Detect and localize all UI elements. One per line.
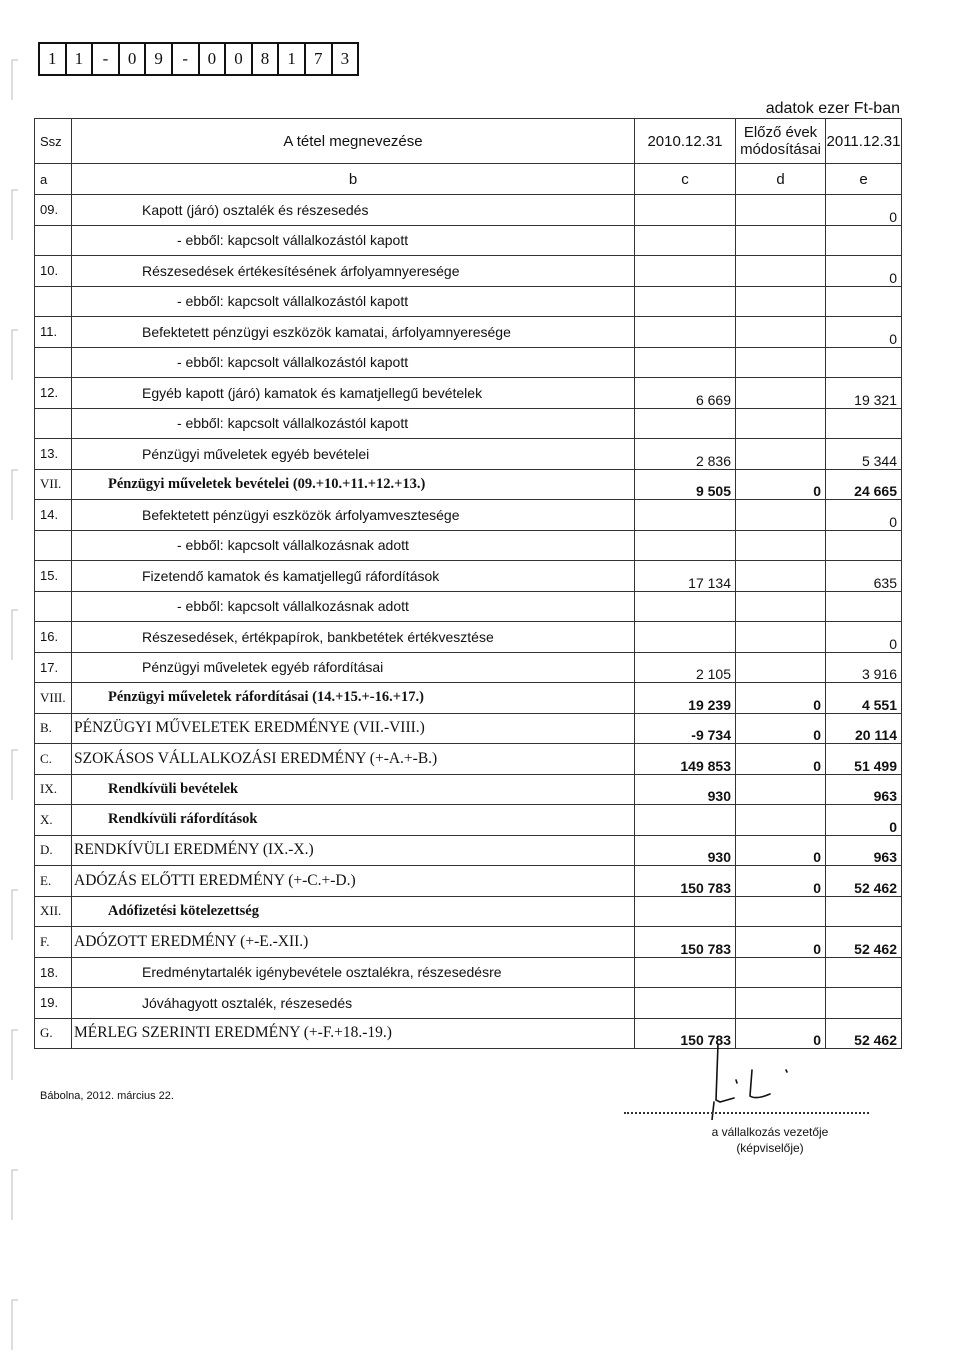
row-value-c: [635, 530, 736, 561]
row-value-c: 930: [635, 774, 736, 805]
row-value-d: [736, 500, 826, 531]
header-row: [35, 119, 902, 164]
row-value-d: [736, 896, 826, 927]
table-row: [35, 591, 902, 622]
header-prior-line1: Előző évek: [743, 124, 818, 141]
row-ssz: B.: [35, 713, 72, 744]
row-ssz: 09.: [35, 195, 72, 226]
row-item-name: SZOKÁSOS VÁLLALKOZÁSI EREDMÉNY (+-A.+-B.): [72, 744, 635, 775]
table-row: [35, 439, 902, 470]
row-value-c: 150 783: [635, 1018, 736, 1049]
row-ssz: F.: [35, 927, 72, 958]
row-value-d: [736, 408, 826, 439]
row-ssz: [35, 347, 72, 378]
row-value-c: [635, 988, 736, 1019]
row-item-name: ADÓZOTT EREDMÉNY (+-E.-XII.): [72, 927, 635, 958]
row-value-e: [826, 347, 902, 378]
row-value-c: 6 669: [635, 378, 736, 409]
row-item-name: PÉNZÜGYI MŰVELETEK EREDMÉNYE (VII.-VIII.): [72, 713, 635, 744]
id-digit-cell: 9: [146, 44, 173, 74]
row-value-c: -9 734: [635, 713, 736, 744]
row-ssz: X.: [35, 805, 72, 836]
row-value-c: [635, 805, 736, 836]
row-value-e: [826, 957, 902, 988]
row-item-name: Fizetendő kamatok és kamatjellegű ráfordítások: [72, 561, 635, 592]
row-value-d: 0: [736, 744, 826, 775]
row-item-name: Rendkívüli ráfordítások: [72, 805, 635, 836]
row-value-d: 0: [736, 1018, 826, 1049]
row-value-e: 52 462: [826, 927, 902, 958]
col-letter-c: c: [635, 164, 736, 195]
table-row: [35, 835, 902, 866]
table-row: [35, 713, 902, 744]
row-ssz: [35, 408, 72, 439]
id-digit-cell: -: [93, 44, 120, 74]
row-value-e: 20 114: [826, 713, 902, 744]
row-value-e: 0: [826, 256, 902, 287]
table-row: [35, 317, 902, 348]
row-value-c: [635, 317, 736, 348]
row-value-c: 150 783: [635, 927, 736, 958]
row-value-e: 52 462: [826, 866, 902, 897]
header-prior-year-adjustments: [736, 119, 826, 164]
row-item-name: Eredménytartalék igénybevétele osztalékra, részesedésre: [72, 957, 635, 988]
header-item-name: A tétel megnevezése: [72, 119, 635, 164]
row-item-name: - ebből: kapcsolt vállalkozástól kapott: [72, 408, 635, 439]
row-value-d: [736, 591, 826, 622]
row-item-name: Rendkívüli bevételek: [72, 774, 635, 805]
table-row: [35, 225, 902, 256]
id-digit-cell: 7: [306, 44, 333, 74]
table-row: [35, 561, 902, 592]
row-value-d: [736, 622, 826, 653]
col-letter-b: b: [72, 164, 635, 195]
table-row: [35, 530, 902, 561]
row-value-e: 635: [826, 561, 902, 592]
table-row: [35, 286, 902, 317]
row-value-e: 0: [826, 622, 902, 653]
row-value-d: [736, 530, 826, 561]
row-value-c: [635, 347, 736, 378]
row-value-e: 963: [826, 774, 902, 805]
row-value-d: 0: [736, 683, 826, 714]
row-value-e: 51 499: [826, 744, 902, 775]
row-value-c: [635, 896, 736, 927]
row-value-c: 17 134: [635, 561, 736, 592]
row-ssz: 11.: [35, 317, 72, 348]
row-ssz: 17.: [35, 652, 72, 683]
row-ssz: VII.: [35, 469, 72, 500]
row-item-name: Részesedések, értékpapírok, bankbetétek értékvesztése: [72, 622, 635, 653]
row-value-d: [736, 378, 826, 409]
row-value-d: [736, 317, 826, 348]
row-item-name: - ebből: kapcsolt vállalkozástól kapott: [72, 225, 635, 256]
row-value-d: 0: [736, 927, 826, 958]
table-row: [35, 347, 902, 378]
row-ssz: [35, 286, 72, 317]
col-letter-d: d: [736, 164, 826, 195]
income-statement-table: [34, 118, 902, 1049]
row-value-e: 24 665: [826, 469, 902, 500]
row-ssz: 12.: [35, 378, 72, 409]
table-row: [35, 744, 902, 775]
row-value-d: [736, 805, 826, 836]
row-value-e: 52 462: [826, 1018, 902, 1049]
id-digit-cell: 1: [67, 44, 94, 74]
row-item-name: Pénzügyi műveletek bevételei (09.+10.+11.+12.+13.): [72, 469, 635, 500]
table-row: [35, 805, 902, 836]
row-value-e: 5 344: [826, 439, 902, 470]
row-value-d: 0: [736, 835, 826, 866]
row-value-c: 150 783: [635, 866, 736, 897]
table-row: [35, 652, 902, 683]
row-value-e: 0: [826, 500, 902, 531]
id-digit-cell: 0: [226, 44, 253, 74]
row-value-c: [635, 256, 736, 287]
row-ssz: XII.: [35, 896, 72, 927]
id-digit-cell: 0: [200, 44, 227, 74]
signature-line: [624, 1112, 869, 1114]
unit-note: adatok ezer Ft-ban: [765, 100, 900, 117]
row-item-name: RENDKÍVÜLI EREDMÉNY (IX.-X.): [72, 835, 635, 866]
header-ssz: Ssz: [35, 119, 72, 164]
signatory-title: [700, 1124, 840, 1156]
row-value-e: [826, 408, 902, 439]
row-ssz: VIII.: [35, 683, 72, 714]
id-digit-cell: 1: [279, 44, 306, 74]
col-letter-a: a: [35, 164, 72, 195]
id-digit-cell: 0: [120, 44, 147, 74]
row-item-name: - ebből: kapcsolt vállalkozástól kapott: [72, 347, 635, 378]
row-ssz: 16.: [35, 622, 72, 653]
id-digit-cell: 1: [40, 44, 67, 74]
row-ssz: E.: [35, 866, 72, 897]
row-ssz: 15.: [35, 561, 72, 592]
row-value-d: [736, 347, 826, 378]
row-ssz: [35, 591, 72, 622]
row-item-name: - ebből: kapcsolt vállalkozástól kapott: [72, 286, 635, 317]
row-item-name: Kapott (járó) osztalék és részesedés: [72, 195, 635, 226]
row-value-c: 2 105: [635, 652, 736, 683]
row-value-e: [826, 530, 902, 561]
row-item-name: - ebből: kapcsolt vállalkozásnak adott: [72, 530, 635, 561]
row-item-name: - ebből: kapcsolt vállalkozásnak adott: [72, 591, 635, 622]
row-ssz: [35, 530, 72, 561]
row-ssz: C.: [35, 744, 72, 775]
row-ssz: 10.: [35, 256, 72, 287]
table-row: [35, 866, 902, 897]
row-ssz: 19.: [35, 988, 72, 1019]
row-value-d: [736, 286, 826, 317]
row-ssz: D.: [35, 835, 72, 866]
row-item-name: Jóváhagyott osztalék, részesedés: [72, 988, 635, 1019]
row-value-e: [826, 896, 902, 927]
row-value-e: 963: [826, 835, 902, 866]
table-row: [35, 957, 902, 988]
column-letter-row: [35, 164, 902, 195]
table-row: [35, 500, 902, 531]
header-2010: 2010.12.31: [635, 119, 736, 164]
row-ssz: 14.: [35, 500, 72, 531]
row-value-d: [736, 652, 826, 683]
row-ssz: 18.: [35, 957, 72, 988]
row-value-d: [736, 774, 826, 805]
row-value-d: [736, 256, 826, 287]
row-item-name: Pénzügyi műveletek egyéb ráfordításai: [72, 652, 635, 683]
row-ssz: G.: [35, 1018, 72, 1049]
row-value-e: 4 551: [826, 683, 902, 714]
table-row: [35, 195, 902, 226]
row-value-e: 0: [826, 317, 902, 348]
row-value-d: 0: [736, 469, 826, 500]
row-item-name: Adófizetési kötelezettség: [72, 896, 635, 927]
row-value-e: 0: [826, 805, 902, 836]
row-item-name: ADÓZÁS ELŐTTI EREDMÉNY (+-C.+-D.): [72, 866, 635, 897]
row-value-c: [635, 195, 736, 226]
signatory-line2: (képviselője): [736, 1141, 804, 1155]
row-value-c: 930: [635, 835, 736, 866]
header-prior-line2: módosításai: [740, 141, 821, 158]
row-value-e: [826, 225, 902, 256]
id-digit-cell: 8: [253, 44, 280, 74]
row-value-c: [635, 408, 736, 439]
row-value-e: 19 321: [826, 378, 902, 409]
table-row: [35, 469, 902, 500]
row-item-name: MÉRLEG SZERINTI EREDMÉNY (+-F.+18.-19.): [72, 1018, 635, 1049]
header-2011: 2011.12.31: [826, 119, 902, 164]
row-item-name: Befektetett pénzügyi eszközök árfolyamvesztesége: [72, 500, 635, 531]
id-digit-cell: 3: [333, 44, 360, 74]
row-value-d: 0: [736, 713, 826, 744]
table-row: [35, 988, 902, 1019]
row-ssz: 13.: [35, 439, 72, 470]
row-value-d: [736, 957, 826, 988]
row-value-e: [826, 286, 902, 317]
row-value-c: 19 239: [635, 683, 736, 714]
row-item-name: Pénzügyi műveletek egyéb bevételei: [72, 439, 635, 470]
col-letter-e: e: [826, 164, 902, 195]
row-value-d: 0: [736, 866, 826, 897]
table-row: [35, 927, 902, 958]
signature: [690, 1040, 800, 1120]
row-value-d: [736, 225, 826, 256]
table-row: [35, 256, 902, 287]
row-value-c: [635, 591, 736, 622]
row-value-c: [635, 225, 736, 256]
row-value-c: 9 505: [635, 469, 736, 500]
table-row: [35, 896, 902, 927]
table-row: [35, 622, 902, 653]
row-value-c: [635, 286, 736, 317]
row-value-e: [826, 591, 902, 622]
row-ssz: IX.: [35, 774, 72, 805]
row-value-e: [826, 988, 902, 1019]
signatory-line1: a vállalkozás vezetője: [711, 1125, 829, 1139]
row-value-c: 2 836: [635, 439, 736, 470]
table-row: [35, 408, 902, 439]
id-digit-cell: -: [173, 44, 200, 74]
row-value-c: [635, 957, 736, 988]
place-date: Bábolna, 2012. március 22.: [40, 1090, 174, 1102]
row-ssz: [35, 225, 72, 256]
tax-id-box: [38, 42, 359, 76]
row-value-e: 0: [826, 195, 902, 226]
row-item-name: Egyéb kapott (járó) kamatok és kamatjellegű bevételek: [72, 378, 635, 409]
row-value-d: [736, 195, 826, 226]
table-row: [35, 774, 902, 805]
row-value-d: [736, 988, 826, 1019]
binding-edge-marks: [8, 0, 22, 1358]
row-item-name: Befektetett pénzügyi eszközök kamatai, árfolyamnyeresége: [72, 317, 635, 348]
row-item-name: Részesedések értékesítésének árfolyamnyeresége: [72, 256, 635, 287]
row-value-c: [635, 500, 736, 531]
table-row: [35, 378, 902, 409]
row-value-d: [736, 561, 826, 592]
table-row: [35, 683, 902, 714]
row-item-name: Pénzügyi műveletek ráfordításai (14.+15.+-16.+17.): [72, 683, 635, 714]
row-value-c: [635, 622, 736, 653]
row-value-c: 149 853: [635, 744, 736, 775]
row-value-d: [736, 439, 826, 470]
row-value-e: 3 916: [826, 652, 902, 683]
